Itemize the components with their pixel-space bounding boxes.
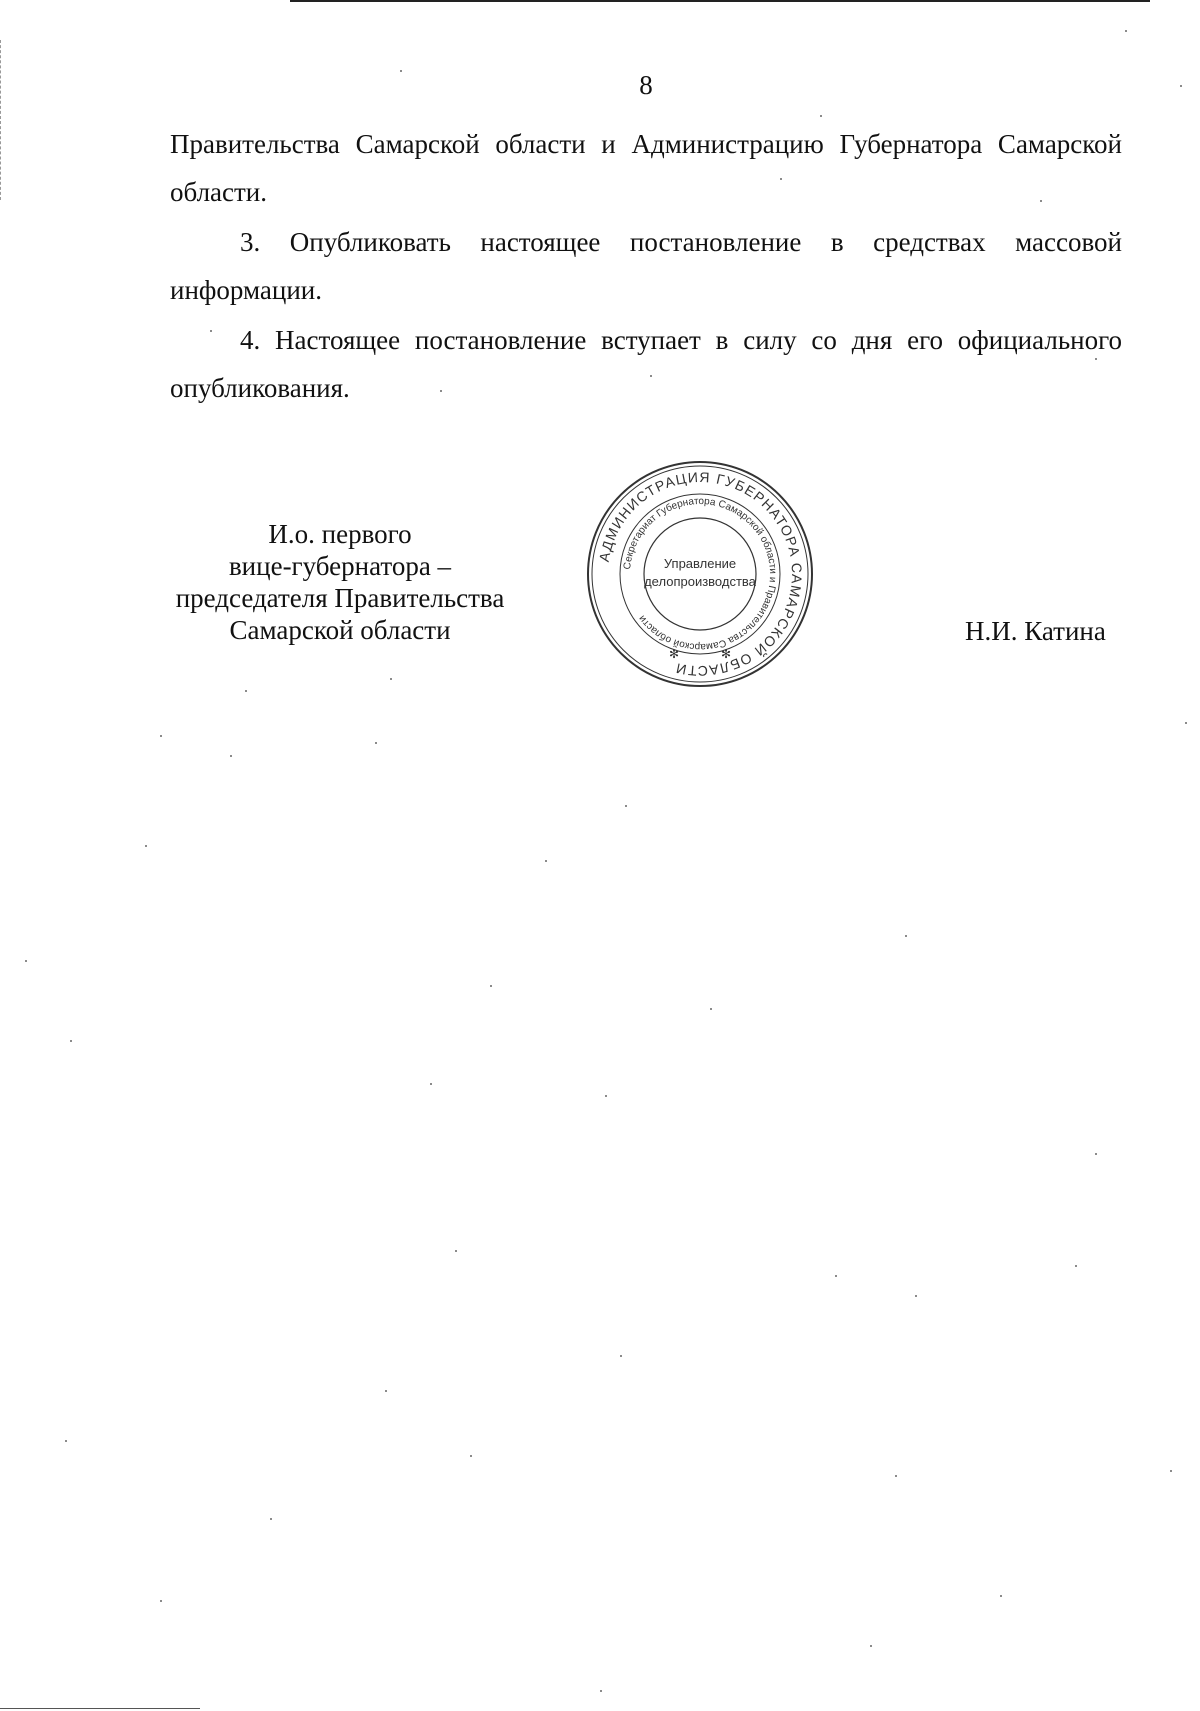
scan-speck bbox=[650, 375, 652, 377]
page-number: 8 bbox=[639, 70, 653, 100]
signatory-position bbox=[165, 518, 515, 646]
scan-speck bbox=[835, 1275, 837, 1277]
scan-speck bbox=[385, 1390, 387, 1392]
scan-speck bbox=[470, 1455, 472, 1457]
scan-speck bbox=[1125, 30, 1127, 32]
scan-speck bbox=[605, 1095, 607, 1097]
seal-star-icon: ✻ bbox=[720, 647, 732, 661]
seal-star-icon: ✻ bbox=[668, 647, 680, 661]
scan-speck bbox=[625, 805, 627, 807]
scan-speck bbox=[915, 1295, 917, 1297]
seal-inner-text: Секретариат Губернатора Самарской области и Правительства Самарской области bbox=[622, 495, 779, 653]
scan-speck bbox=[70, 1040, 72, 1042]
official-seal bbox=[586, 460, 814, 688]
position-line: Самарской области bbox=[229, 615, 451, 645]
scan-speck bbox=[160, 1600, 162, 1602]
scan-speck bbox=[1185, 722, 1187, 724]
scan-left-edge bbox=[0, 40, 3, 200]
scan-speck bbox=[440, 390, 442, 392]
signatory-name: Н.И. Катина bbox=[965, 616, 1106, 646]
scan-speck bbox=[710, 1008, 712, 1010]
scan-speck bbox=[455, 1250, 457, 1252]
position-line: председателя Правительства bbox=[175, 583, 505, 613]
seal-center-line-2: делопроизводства bbox=[644, 574, 756, 589]
scan-speck bbox=[780, 178, 782, 180]
position-line: И.о. первого bbox=[268, 519, 412, 549]
scan-speck bbox=[390, 678, 392, 680]
scan-speck bbox=[545, 860, 547, 862]
scan-speck bbox=[1000, 1595, 1002, 1597]
paragraph-item-3: 3. Опубликовать настоящее постановление в средствах массовой информации. bbox=[170, 227, 1122, 305]
scan-speck bbox=[25, 960, 27, 962]
position-line: вице-губернатора – bbox=[228, 551, 452, 581]
scan-speck bbox=[1095, 358, 1097, 360]
scan-speck bbox=[160, 735, 162, 737]
scan-speck bbox=[1075, 1265, 1077, 1267]
paragraph-item-4: 4. Настоящее постановление вступает в силу со дня его официального опубликования. bbox=[170, 325, 1122, 403]
scan-speck bbox=[895, 1475, 897, 1477]
scan-speck bbox=[490, 985, 492, 987]
scan-speck bbox=[905, 935, 907, 937]
scan-speck bbox=[430, 1083, 432, 1085]
scan-speck bbox=[65, 1440, 67, 1442]
scan-speck bbox=[230, 755, 232, 757]
scan-speck bbox=[600, 1690, 602, 1692]
scan-bottom-edge bbox=[0, 1708, 200, 1709]
scan-speck bbox=[1180, 85, 1182, 87]
scan-speck bbox=[400, 70, 402, 72]
scan-speck bbox=[210, 330, 212, 332]
scan-top-edge bbox=[290, 0, 1150, 2]
seal-outer-text: АДМИНИСТРАЦИЯ ГУБЕРНАТОРА САМАРСКОЙ ОБЛАСТИ bbox=[595, 468, 806, 680]
scan-speck bbox=[1095, 1153, 1097, 1155]
scan-speck bbox=[820, 115, 822, 117]
scan-speck bbox=[245, 690, 247, 692]
paragraph-continuation: Правительства Самарской области и Администрацию Губернатора Самарской области. bbox=[170, 129, 1122, 207]
scan-speck bbox=[1040, 200, 1042, 202]
scan-speck bbox=[270, 1518, 272, 1520]
seal-center-line-1: Управление bbox=[663, 556, 737, 571]
scan-speck bbox=[870, 1645, 872, 1647]
scan-speck bbox=[1170, 1470, 1172, 1472]
scan-speck bbox=[620, 1355, 622, 1357]
scan-speck bbox=[375, 742, 377, 744]
scan-speck bbox=[145, 845, 147, 847]
